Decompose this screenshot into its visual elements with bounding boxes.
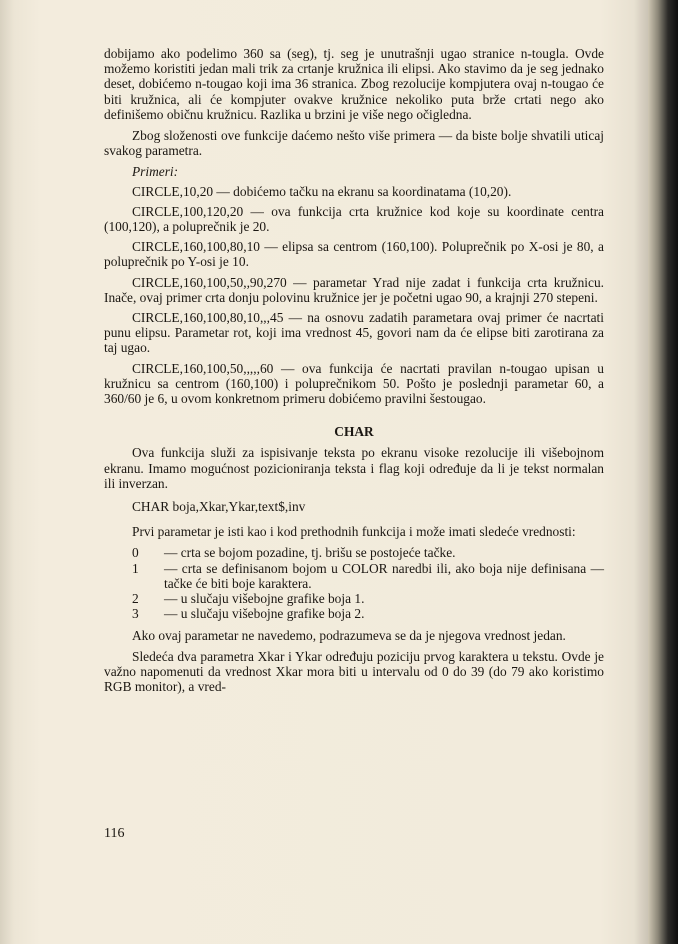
value-key: 3 [132, 606, 139, 622]
example-2: CIRCLE,100,120,20 — ova funkcija crta kružnice kod koje su koordinate centra (100,120), a poluprečnik je 20. [104, 203, 604, 235]
value-key: 1 [132, 560, 139, 576]
example-3: CIRCLE,160,100,80,10 — elipsa sa centrom (160,100). Poluprečnik po X-osi je 80, a poluprečnik po Y-osi je 10. [104, 239, 604, 270]
page-number: 116 [104, 826, 125, 841]
value-row-0 [104, 545, 604, 560]
param-intro-paragraph: Prvi parametar je isti kao i kod prethodnih funkcija i može imati sledeće vrednosti: [132, 524, 576, 540]
section-heading-char: CHAR [334, 424, 374, 440]
default-note-paragraph: Ako ovaj parametar ne navedemo, podrazumeva se da je njegova vrednost jedan. [132, 627, 566, 643]
values-list [104, 545, 604, 621]
examples-label: Primeri: [132, 164, 179, 180]
value-key: 2 [132, 591, 139, 607]
char-syntax: CHAR boja,Xkar,Ykar,text$,inv [132, 499, 306, 515]
xkar-note-paragraph: Sledeća dva parametra Xkar i Ykar određuju poziciju prvog karaktera u tekstu. Ovde je važno napomenuti da vrednost Xkar mora biti u intervalu od 0 do 39 (do 79 ako koristimo RGB monitor), a vred- [104, 648, 604, 695]
example-6: CIRCLE,160,100,50,,,,,60 — ova funkcija će nacrtati pravilan n-tougao upisan u kružnicu sa centrom (160,100) i poluprečnikom 50. Pošto je poslednji parametar 60, a 360/60 je 6, u ovom konkretnom primeru dobićemo pravilni šestougao. [104, 360, 604, 407]
value-desc: — crta se bojom pozadine, tj. brišu se postojeće tačke. [164, 545, 456, 561]
char-intro-paragraph: Ova funkcija služi za ispisivanje teksta po ekranu visoke rezolucije ili višebojnom ekranu. Imamo mogućnost pozicioniranja teksta i flag koji određuje da li je tekst normalan ili inverzan. [104, 445, 604, 491]
example-5: CIRCLE,160,100,80,10,,,45 — na osnovu zadatih parametara ovaj primer će nacrtati punu elipsu. Parametar rot, koji ima vrednost 45, govori nam da će elipse biti zarotirana za taj ugao. [104, 310, 604, 356]
value-desc: — u slučaju višebojne grafike boja 1. [164, 591, 365, 607]
value-row-3 [104, 606, 604, 621]
value-key: 0 [132, 545, 139, 561]
example-1: CIRCLE,10,20 — dobićemo tačku na ekranu sa koordinatama (10,20). [132, 183, 512, 199]
value-desc: — crta se definisanom bojom u COLOR naredbi ili, ako boja nije definisana — tačke će biti boje karaktera. [164, 560, 604, 591]
value-row-1 [104, 561, 604, 591]
example-4: CIRCLE,160,100,50,,90,270 — parametar Yrad nije zadat i funkcija crta kružnicu. Inače, ovaj primer crta donju polovinu kružnice jer je početni ugao 90, a krajnji 270 stepeni. [104, 274, 604, 305]
paragraph-intro-1: dobijamo ako podelimo 360 sa (seg), tj. seg je unutrašnji ugao stranice n-tougla. Ovde možemo koristiti jedan mali trik za crtanje kružnica ili elipsi. Ako stavimo da je seg jednako deset, dobićemo n-tougao koji ima 36 stranica. Zbog rezolucije kompjutera ovaj n-tougao će biti kružnica, ali će kompjuter ovakve kružnice nekoliko puta brže crtati nego ako definišemo običnu kružnicu. Razlika u brzini je više nego očigledna. [104, 46, 604, 122]
binding-shadow [634, 0, 648, 944]
paragraph-intro-2: Zbog složenosti ove funkcije daćemo nešto više primera — da biste bolje shvatili uticaj svakog parametra. [104, 128, 604, 159]
page-text-block [104, 46, 604, 700]
value-row-2 [104, 591, 604, 606]
book-binding [648, 0, 678, 944]
value-desc: — u slučaju višebojne grafike boja 2. [164, 606, 365, 622]
